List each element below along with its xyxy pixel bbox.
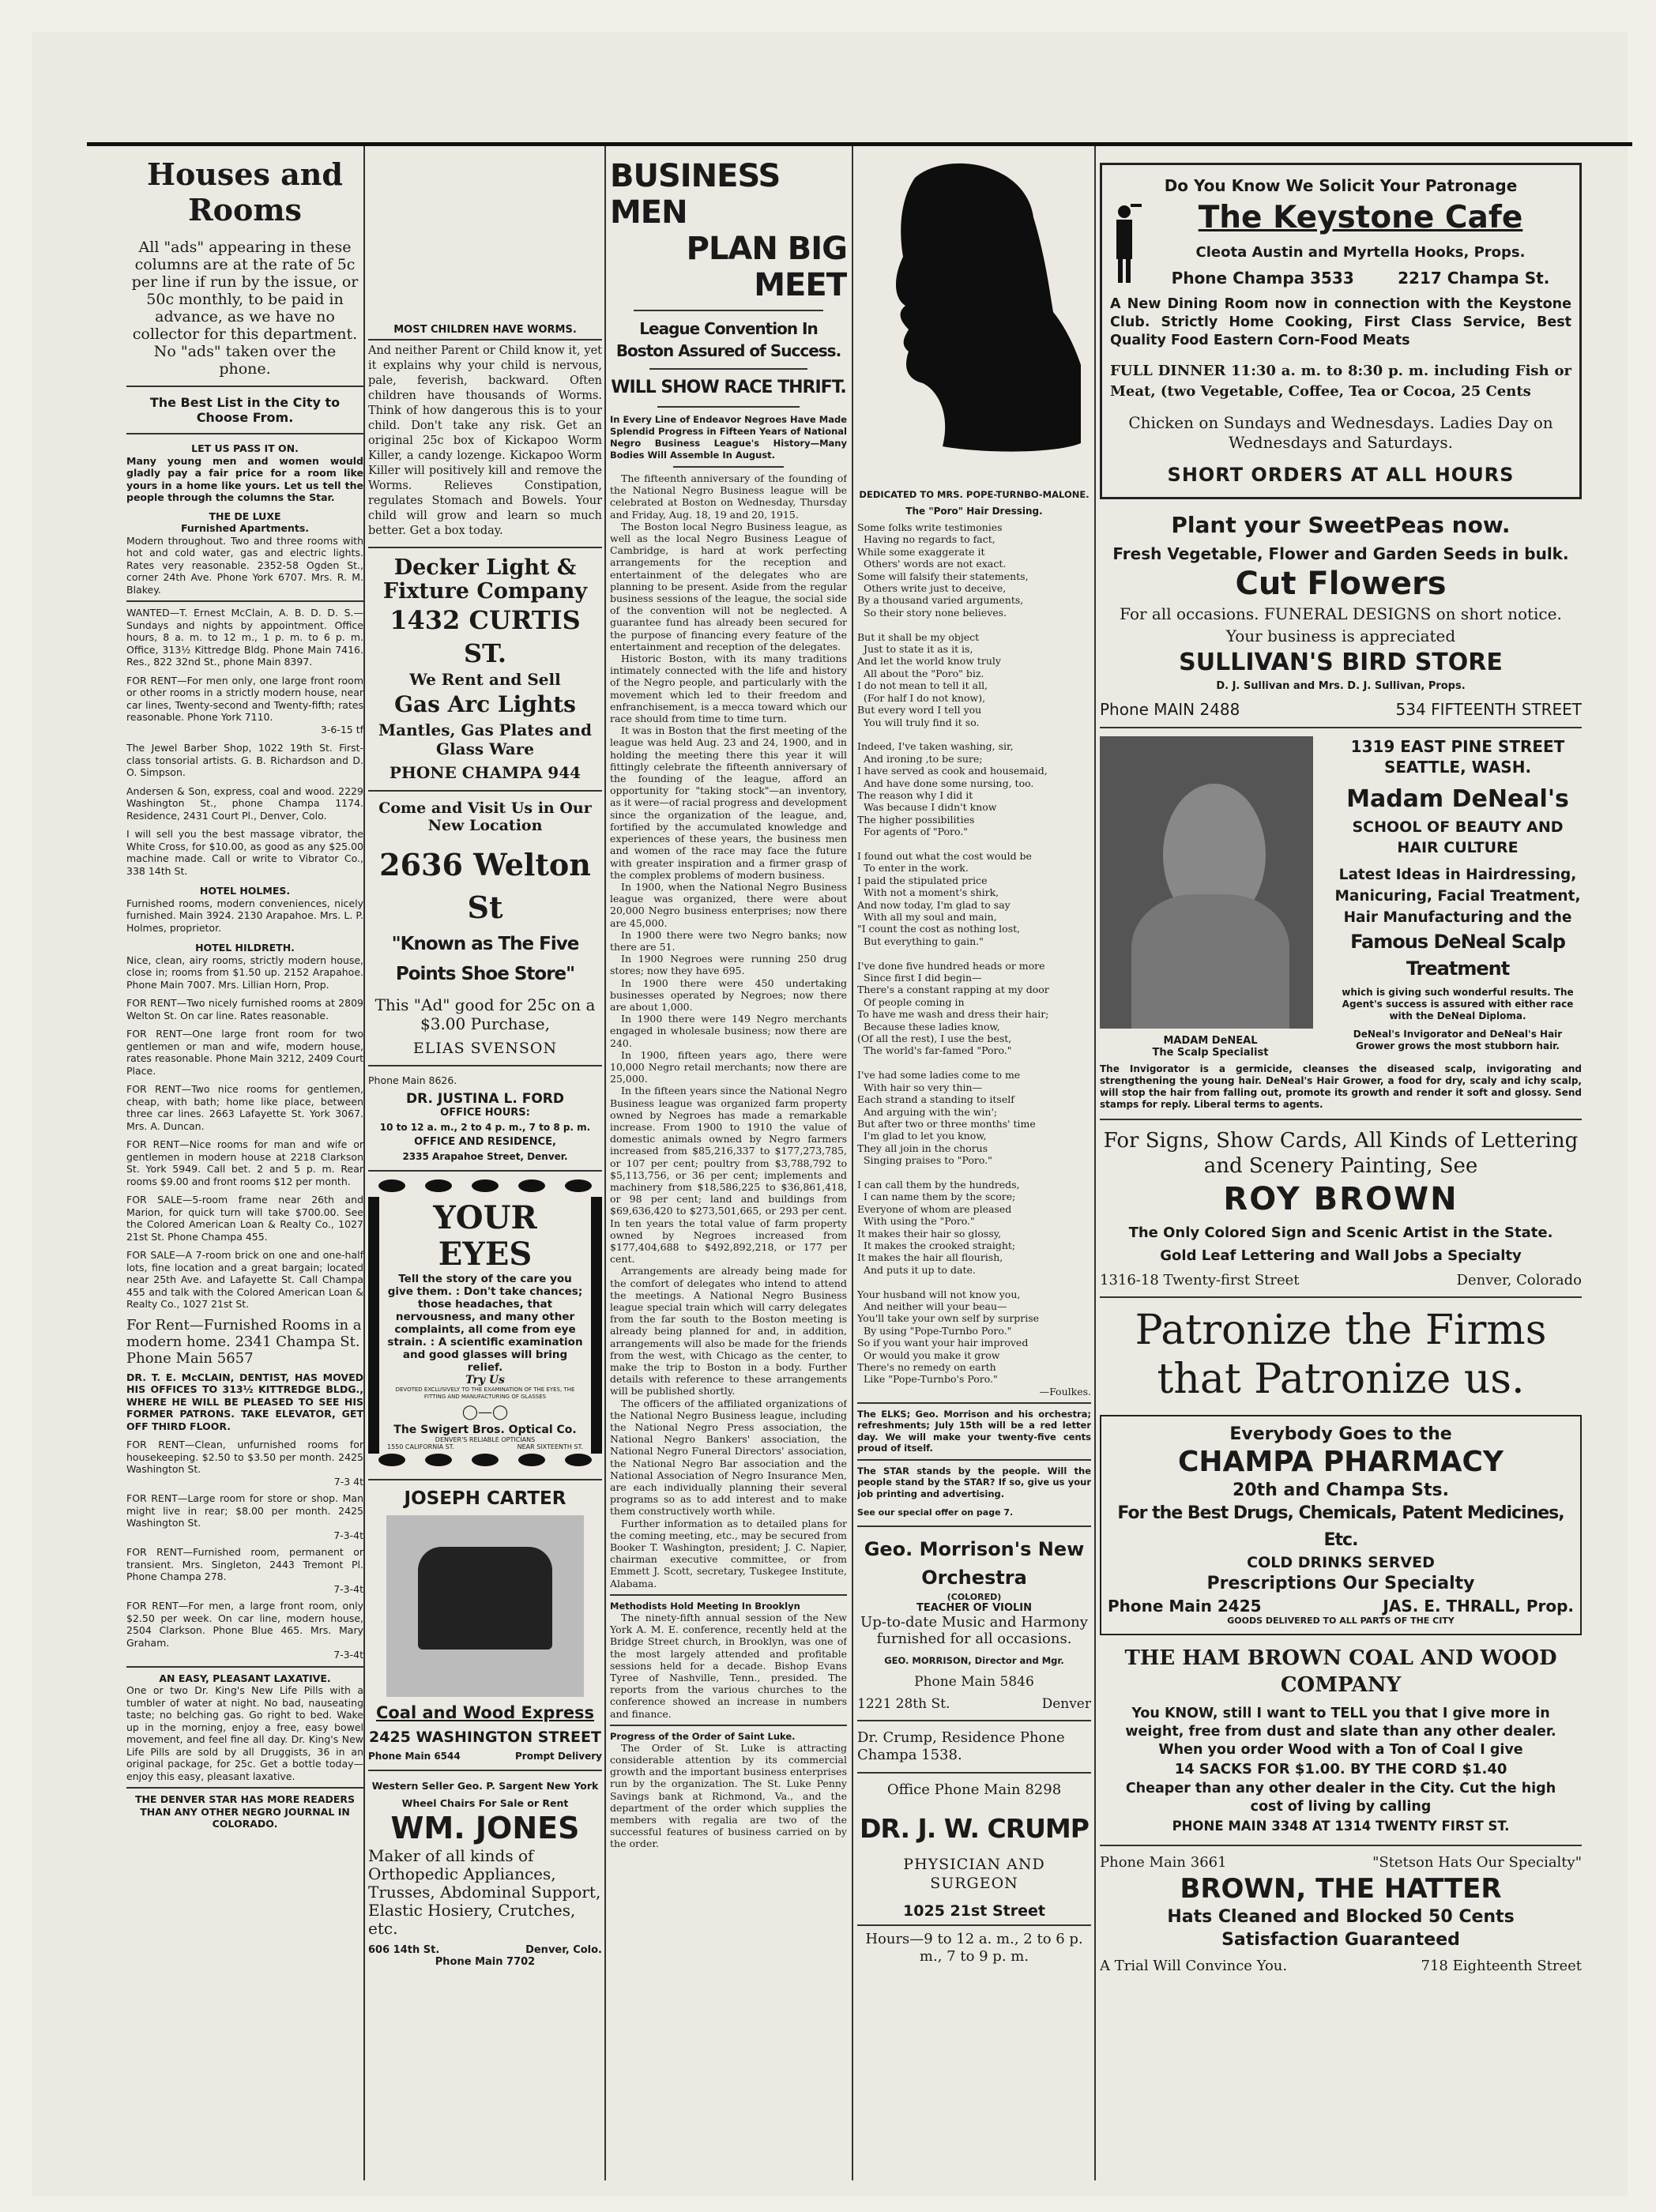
- product: Mantles, Gas Plates and Glass Ware: [378, 720, 592, 758]
- classified-ad: Andersen & Son, express, coal and wood. 2229 Washington St., phone Champa 1174. Residence, 2431 Court Pl., Denver, Colo.: [126, 784, 363, 822]
- classified-ad: FOR SALE—A 7-room brick on one and one-half lots, fine location and a great bargain; located near 25th Ave. and Lafayette St. Call Champa 455 and talk with the Colored American Loan & Realty Co., 1027 21st St.: [126, 1249, 363, 1310]
- classified-ad: FOR SALE—5-room frame near 26th and Marion, for quick turn will take $700.00. See the Colored American Loan & Realty Co., 1027 21st St. Phone Champa 455.: [126, 1194, 363, 1243]
- jones-ad: [368, 1779, 602, 1968]
- address: 1432 CURTIS ST.: [390, 605, 581, 668]
- subtitle: DENVER'S RELIABLE OPTICIANS: [435, 1436, 536, 1443]
- divider: [649, 368, 807, 370]
- best-list-heading: The Best List in the City to Choose From.: [149, 395, 341, 425]
- poem-column: [857, 154, 1091, 1966]
- school-name: Madam DeNeal's: [1346, 785, 1569, 813]
- address: 718 Eighteenth Street: [1421, 1958, 1582, 1974]
- classified-ad: FOR RENT—For men only, one large front room or other rooms in a strictly modern house, near car lines, Twenty-second and Twenty-fifth; rates reasonable. Phone York 7110.: [126, 674, 363, 723]
- phone: Phone MAIN 2488: [1100, 700, 1240, 719]
- director: GEO. MORRISON, Director and Mgr.: [884, 1655, 1064, 1667]
- ad-date: 7-3-4t: [333, 1529, 363, 1541]
- divider: [1100, 1296, 1582, 1298]
- classified-ad: FOR RENT—For men, a large front room, only $2.50 per week. On car line, modern house, 2504 Clarkson. Phone Blue 465. Mrs. Mary Graham.: [126, 1600, 363, 1649]
- eyes-ad: [368, 1179, 602, 1471]
- phone: Phone Main 2425: [1108, 1597, 1262, 1616]
- paragraph: The officers of the affiliated organizations of the National Negro Business league, including the National Negro Press association, the National Negro Bankers' association, the National Negro Funeral Directors' association, the National Negro Bar association and the National Association of Negro Insurance Men, are each individually planning their several programs so as to add interest and to make them constructively worth while.: [610, 1397, 847, 1518]
- paragraph: The ninety-fifth annual session of the New York A. M. E. conference, recently held at the Bridge Street church, in Brooklyn, was one of the most largely attended and profitable sessions held for a decade. Bishop Evans Tyree of Nashville, Tenn., presided. The reports from the various churches to the conference showed an increase in numbers and finance.: [610, 1611, 847, 1720]
- ad-date: 7-3-4t: [333, 1649, 363, 1661]
- divider: [368, 1479, 602, 1480]
- subheadline: WILL SHOW RACE THRIFT.: [611, 378, 846, 397]
- photo-caption: The Scalp Specialist: [1152, 1047, 1269, 1059]
- tagline: Wheel Chairs For Sale or Rent: [401, 1797, 569, 1809]
- phone: Phone Champa 3533: [1171, 269, 1354, 288]
- pharmacy-name: CHAMPA PHARMACY: [1178, 1446, 1504, 1478]
- champa-pharmacy-ad: [1100, 1415, 1582, 1635]
- treatment: Famous DeNeal Scalp Treatment: [1350, 931, 1565, 980]
- ad-body: You KNOW, still I want to TELL you that I give more in weight, free from dust and slate than any other dealer. When you order Wood with a Ton of Coal I give: [1125, 1706, 1556, 1758]
- classified-ad: FOR RENT—Two nice rooms for gentlemen, cheap, with bath; home like place, between three car lines. 2663 Lafayette St. York 3067. Mrs. A. Duncan.: [126, 1083, 363, 1132]
- subheading: Furnished Apartments.: [180, 522, 310, 534]
- paragraph: In 1900, fifteen years ago, there were 10,000 Negro retail merchants; now there are 25,000.: [610, 1048, 847, 1085]
- ad-body: Tell the story of the care you give them. : Don't take chances; those headaches, that nervousness, and many other complaints, all come from eye strain. : A scientific examination and good glasses will bring relief.: [387, 1273, 583, 1374]
- paragraph: Further information as to detailed plans for the coming meeting, etc., may be secured from Booker T. Washington, president; J. C. Napier, chairman executive committee, or from Emmett J. Scott, secretary, Tuskegee Institute, Alabama.: [610, 1517, 847, 1589]
- tagline: Do You Know We Solicit Your Patronage: [1164, 176, 1518, 195]
- store-name: SULLIVAN'S BIRD STORE: [1179, 649, 1503, 676]
- address: NEAR SIXTEENTH ST.: [517, 1443, 583, 1450]
- decker-ad: [368, 556, 602, 782]
- doctor-name: DR. JUSTINA L. FORD: [406, 1091, 564, 1107]
- heading: HOTEL HOLMES.: [199, 885, 291, 897]
- keystone-cafe-ad: [1100, 163, 1582, 499]
- divider: [1100, 1119, 1582, 1120]
- company-name: The Swigert Bros. Optical Co.: [393, 1424, 577, 1436]
- eye-icon: [472, 1179, 499, 1192]
- address: 2636 Welton St: [379, 847, 591, 925]
- city: Denver, Colo.: [525, 1944, 602, 1956]
- headline: PLAN BIG MEET: [686, 231, 847, 303]
- divider: [857, 1772, 1091, 1774]
- offer: This "Ad" good for 25c on a $3.00 Purchase,: [374, 995, 596, 1033]
- divider: [1100, 1845, 1582, 1846]
- divider: [368, 547, 602, 548]
- classified-ad: Modern throughout. Two and three rooms with hot and cold water, gas and electric lights. Rates very reasonable. 2352-58 Ogden St., corner 24th Ave. Phone York 6707. Mrs. R. M. Blakey.: [126, 534, 363, 596]
- classified-ad: FOR RENT—Two nicely furnished rooms at 2809 Welton St. On car line. Rates reasonable.: [126, 997, 363, 1021]
- store-name: "Known as The Five Points Shoe Store": [391, 934, 579, 984]
- tagline: Prescriptions Our Specialty: [1206, 1574, 1475, 1593]
- classified-ad: Nice, clean, airy rooms, strictly modern house, close in; rooms from $1.50 up. 2152 Arapahoe. Phone Main 7007. Mrs. Lillian Horn, Prop.: [126, 954, 363, 991]
- paragraph: The Order of St. Luke is attracting considerable attention by its commercial growth and the important business enterprises run by the organization. The St. Luke Penny Savings bank at Richmond, Va., and the department of the order which supplies the members with regalia are two of the successful features of business carried on by the order.: [610, 1741, 847, 1850]
- divider: [857, 1525, 1091, 1527]
- heading: AN EASY, PLEASANT LAXATIVE.: [159, 1672, 331, 1684]
- address: 1025 21st Street: [903, 1902, 1045, 1920]
- tagline: Try Us: [465, 1374, 505, 1386]
- section-title: Houses and Rooms: [147, 156, 343, 228]
- tagline: For all occasions. FUNERAL DESIGNS on short notice.: [1120, 604, 1562, 623]
- carter-ad: [368, 1488, 602, 1762]
- address: 2335 Arapahoe Street, Denver.: [402, 1151, 568, 1162]
- hatter-ad: [1100, 1854, 1582, 1974]
- address: 606 14th St.: [368, 1944, 440, 1956]
- product: Gas Arc Lights: [394, 691, 576, 717]
- divider: [673, 466, 784, 468]
- ads-column: [368, 324, 602, 1968]
- ad-date: 3-6-15 tf: [320, 723, 363, 735]
- divider: [1100, 727, 1582, 728]
- headline: BUSINESS MEN: [610, 158, 781, 231]
- classified-ad: I will sell you the best massage vibrator, the White Cross, for $10.00, as good as any $25.00 machine made. Call or write to Vibrator Co., 338 14th St.: [126, 828, 363, 877]
- ad-body: Up-to-date Music and Harmony furnished for all occasions.: [860, 1614, 1088, 1648]
- paragraph: The Boston local Negro Business league, as well as the local Negro Business League of Cambridge, is hard at work perfecting arrangements for the reception and entertainment of the delegates who are planning to be present. Aside from the regular business sessions of the league, the social side of the convention will not be neglected. A guarantee fund has already been secured for the purpose of financing every feature of the entertainment and reception of the delegates.: [610, 520, 847, 653]
- classified-ad: FOR RENT—Nice rooms for man and wife or gentlemen in modern house at 2218 Clarkson St. York 5949. Call bet. 2 and 5 p. m. Rear rooms $9.00 and front rooms $12 per month.: [126, 1138, 363, 1187]
- tagline: Everybody Goes to the: [1229, 1424, 1452, 1444]
- eye-icon: [425, 1454, 452, 1466]
- divider: [857, 1402, 1091, 1404]
- article-heading: Progress of the Order of Saint Luke.: [610, 1730, 796, 1742]
- article-body: [610, 472, 847, 1589]
- notice: Many young men and women would gladly pay a fair price for a room like yours in a home like yours. Let us tell the people through the columns the Star.: [126, 454, 363, 503]
- eye-border-bottom: [368, 1454, 602, 1471]
- classified-ad: WANTED—T. Ernest McClain, A. B. D. D. S.—Sundays and nights by appointment. Office hours, 8 a. m. to 12 m., 1 p. m. to 6 p. m. Office, 313½ Kittredge Bldg. Phone Main 7416. Res., 822 32nd St., phone Main 8397.: [126, 607, 363, 668]
- classified-ad: For Rent—Furnished Rooms in a modern home. 2341 Champa St. Phone Main 5657: [126, 1316, 362, 1367]
- divider: [126, 386, 363, 387]
- phone: Phone Main 6544: [368, 1751, 461, 1762]
- paragraph: In 1900 there were two Negro banks; now there are 51.: [610, 928, 847, 953]
- dedication: DEDICATED TO MRS. POPE-TURNBO-MALONE.: [859, 489, 1090, 500]
- service: Coal and Wood Express: [375, 1703, 595, 1722]
- column-rule: [604, 146, 606, 2180]
- article-deck: In Every Line of Endeavor Negroes Have Made Splendid Progress in Fifteen Years of National Negro Business League's History—Many Bodies Will Assemble In August.: [610, 414, 847, 461]
- tagline: Gold Leaf Lettering and Wall Jobs a Specialty: [1160, 1247, 1522, 1264]
- doctor-name: DR. J. W. CRUMP: [860, 1813, 1089, 1845]
- classified-ad: Furnished rooms, modern conveniences, nicely furnished. Main 3924. 2130 Arapahoe. Mrs. L. P. Holmes, proprietor.: [126, 897, 363, 934]
- divider: [368, 1065, 602, 1066]
- paragraph: The fifteenth anniversary of the founding of the National Negro Business league will be celebrated at Boston on Wednesday, Thursday and Friday, Aug. 18, 19 and 20, 1915.: [610, 472, 847, 521]
- delivery: GOODS DELIVERED TO ALL PARTS OF THE CITY: [1227, 1616, 1455, 1626]
- school-sub: SCHOOL OF BEAUTY AND HAIR CULTURE: [1352, 818, 1564, 856]
- address: 1319 EAST PINE STREET SEATTLE, WASH.: [1350, 737, 1565, 777]
- paragraph: Arrangements are already being made for the comfort of delegates who intend to attend the meetings. A National Negro Business league special train which will carry delegates from the far south to the Boston meeting is already being planned for and, in addition, arrangements will also be made for the friends from the west, with Chicago as the center, to make the trip to Boston in a body. Further details with reference to these arrangements will be published shortly.: [610, 1265, 847, 1398]
- divider: [857, 1924, 1091, 1926]
- ad-body: which is giving such wonderful results. The Agent's success is assured with either race with the DeNeal Diploma.: [1342, 987, 1574, 1021]
- deneal-ad: [1100, 736, 1582, 1059]
- ad-body: DeNeal's Invigorator and DeNeal's Hair Grower grows the most stubborn hair.: [1353, 1029, 1563, 1051]
- divider: [657, 406, 800, 408]
- poem-body: Some folks write testimonies Having no regards to fact, While some exaggerate it Others' words are not exact. Some will falsify their statements, Others write just to deceive, By a thousand varied arguments, So their story none believes. But it shall be my object Just to state it as it is, And let the world know truly All about the "Poro" biz. I do not mean to tell it all, (For half I do not know), But every word I tell you You will truly find it so. Indeed, I've taken washing, sir, And ironing ,to be sure; I have served as cook and housemaid, And have done some nursing, too. The reason why I did it Was because I didn't know The higher possibilities For agents of "Poro." I found out what the cost would be To enter in the work. I paid the stipulated price With not a moment's shirk, And now today, I'm glad to say With all my soul and main, "I count the cost as nothing lost, But everything to gain." I've done five hundred heads or more Since first I did begin— There's a constant rapping at my door Of people coming in To have me wash and dress their hair; Because these ladies know, (Of all the rest), I use the best, The world's far-famed "Poro." I've had some ladies come to me With hair so very thin— Each strand a standing to itself And arguing with the win'; But after two or three months' time I'm glad to let you know, They all join in the chorus Singing praises to "Poro." I can call them by the hundreds, I can name them by the score; Everyone of whom are pleased With using the "Poro." It makes their hair so glossy, It makes the crooked straight; It makes the hair all flourish, And puts it up to date. Your husband will not know you, And neither will your beau— You'll take your own self by surprise By using "Pope-Turnbo Poro." So if you want your hair improved Or would you make it grow There's no remedy on earth Like "Pope-Turnbo's Poro.": [857, 521, 1049, 1386]
- eye-icon: [518, 1179, 545, 1192]
- divider: [634, 310, 823, 311]
- ad-title: YOUR EYES: [433, 1199, 537, 1273]
- ham-brown-ad: [1100, 1645, 1582, 1837]
- heading: HOTEL HILDRETH.: [195, 942, 295, 954]
- hours: Hours—9 to 12 a. m., 2 to 6 p. m., 7 to 9 p. m.: [865, 1931, 1083, 1966]
- address: 20th and Champa Sts.: [1232, 1480, 1449, 1500]
- silhouette-image: [868, 154, 1081, 478]
- address: 2425 WASHINGTON STREET: [369, 1729, 601, 1746]
- silhouette-portrait: [868, 154, 1081, 478]
- madam-deneal-photo: [1100, 736, 1313, 1029]
- hours: 10 to 12 a. m., 2 to 4 p. m., 7 to 8 p. m.: [379, 1122, 591, 1133]
- city: Denver, Colorado: [1456, 1272, 1582, 1288]
- ad-date: 7-3 4t: [333, 1475, 363, 1488]
- news-column: [610, 158, 847, 1850]
- paragraph: In 1900 there were 149 Negro merchants engaged in wholesale business; now there are 240.: [610, 1013, 847, 1049]
- services: Latest Ideas in Hairdressing, Manicuring, Facial Treatment, Hair Manufacturing and the: [1334, 867, 1581, 926]
- divider: [126, 1666, 363, 1668]
- company-name: WM. JONES: [390, 1811, 580, 1845]
- eye-icon: [565, 1179, 592, 1192]
- star-notice: The STAR stands by the people. Will the people stand by the STAR? If so, give us your job printing and advertising.: [857, 1465, 1091, 1499]
- tagline: Come and Visit Us in Our New Location: [378, 799, 592, 834]
- cafe-name: The Keystone Cafe: [1198, 200, 1523, 235]
- tagline: A Trial Will Convince You.: [1100, 1958, 1288, 1974]
- label: TEACHER OF VIOLIN: [916, 1602, 1033, 1615]
- worms-ad: And neither Parent or Child know it, yet it explains why your child is nervous, pale, feverish, backward. Often children have thousands of Worms. Think of how dangerous this is to your child. Don't take any risk. Get an original 25c box of Kickapoo Worm Killer, a candy lozenge. Kickapoo Worm Killer will positively kill and remove the Worms. Relieves Constipation, regulates Stomach and Bowels. Your child will grow and learn so much better. Get a box today.: [368, 344, 602, 537]
- svenson-ad: [368, 799, 602, 1057]
- ad-body: The Invigorator is a germicide, cleanses the diseased scalp, invigorating and strengthening the young hair. DeNeal's Hair Grower, a food for dry, scaly and ichy scalp, will stop the hair from falling out, promote its growth and render it soft and glossy. Send stamps for reply. Liberal terms to agents.: [1100, 1063, 1582, 1110]
- ford-ad: [368, 1074, 602, 1162]
- address: 1316-18 Twenty-first Street: [1100, 1272, 1300, 1288]
- crump-residence: Dr. Crump, Residence Phone Champa 1538.: [857, 1729, 1065, 1764]
- divider: [610, 1594, 847, 1596]
- heading: LET US PASS IT ON.: [191, 442, 299, 454]
- paragraph: It was in Boston that the first meeting of the league was held Aug. 23 and 24, 1900, and in holding the meeting there this year it will fittingly celebrate the fifteenth anniversary of the founding of the league, afford an opportunity for "taking stock"—an inventory, as it were—of racial progress and development since the organization of the league, and, fortified by the accumulated knowledge and experiences of these years, the business men and women of the race may face the future with greater inspiration and a firmer grasp of the complex problems of modern business.: [610, 724, 847, 881]
- tagline: Fresh Vegetable, Flower and Garden Seeds in bulk.: [1112, 544, 1569, 563]
- divider: [126, 1787, 363, 1789]
- store-name: BROWN, THE HATTER: [1180, 1873, 1502, 1905]
- classified-ad: DR. T. E. McCLAIN, DENTIST, HAS MOVED HIS OFFICES TO 313½ KITTREDGE BLDG., WHERE HE WILL BE PLEASED TO SEE HIS FORMER PATRONS. TAKE ELEVATOR, GET OFF THIRD FLOOR.: [126, 1371, 363, 1432]
- divider: [368, 790, 602, 792]
- ad-date: 7-3-4t: [333, 1582, 363, 1595]
- phone: PHONE CHAMPA 944: [389, 763, 581, 782]
- ad-body: Cheaper than any other dealer in the City. Cut the high cost of living by calling: [1125, 1781, 1556, 1815]
- divider: [368, 1170, 602, 1172]
- title: PHYSICIAN AND SURGEON: [903, 1856, 1045, 1893]
- article-heading: Methodists Hold Meeting In Brooklyn: [610, 1600, 800, 1612]
- eye-icon: [378, 1179, 405, 1192]
- bird-store-ad: [1100, 512, 1582, 719]
- tagline: "Stetson Hats Our Specialty": [1372, 1854, 1582, 1871]
- proprietors: D. J. Sullivan and Mrs. D. J. Sullivan, Props.: [1216, 680, 1466, 692]
- headline: Plant your SweetPeas now.: [1171, 512, 1511, 538]
- paragraph: Historic Boston, with its many traditions intimately connected with the life and history of the Negro people, and particularly with the movement which led to their freedom and enfranchisement, is a mecca toward which our race should from time to time turn.: [610, 653, 847, 725]
- divider: [857, 1459, 1091, 1461]
- special-offer: See our special offer on page 7.: [857, 1507, 1014, 1518]
- classified-ad: One or two Dr. King's New Life Pills with a tumbler of water at night. No bad, nauseating taste; no belching gas. Go right to bed. Wake up in the morning, enjoy a free, easy bowel movement, and feel fine all day. Dr. King's New Life Pills are sold by all Druggists, 36 in an original package, for 25c. Get a bottle today—enjoy this easy, pleasant laxative.: [126, 1684, 363, 1782]
- paragraph: In 1900, when the National Negro Business league was organized, there were about 20,000 Negro business enterprises; now there are 45,000.: [610, 880, 847, 929]
- eye-icon: [425, 1179, 452, 1192]
- photo-caption: MADAM DeNEAL: [1163, 1035, 1258, 1047]
- eye-icon: [378, 1454, 405, 1466]
- company-name: THE HAM BROWN COAL AND WOOD COMPANY: [1124, 1646, 1557, 1697]
- divider: [126, 600, 363, 602]
- paragraph: In 1900 there were 450 undertaking businesses operated by Negroes; now there are about 1,000.: [610, 976, 847, 1013]
- company-name: JOSEPH CARTER: [404, 1488, 566, 1509]
- tagline: We Rent and Sell: [409, 670, 561, 689]
- label: OFFICE HOURS:: [440, 1107, 530, 1119]
- coal-wagon-image: [386, 1515, 584, 1697]
- paragraph: In 1900 Negroes were running 250 drug stores; now they have 695.: [610, 953, 847, 977]
- top-rule: [87, 142, 1632, 146]
- tagline: Prompt Delivery: [515, 1751, 602, 1762]
- ad-body: A New Dining Room now in connection with the Keystone Club. Strictly Home Cooking, First Class Service, Best Quality Food Eastern Corn-Food Meats: [1110, 296, 1571, 348]
- divider: [857, 1720, 1091, 1721]
- subheadline: League Convention In Boston Assured of Success.: [615, 319, 841, 360]
- phone: Phone Main 7702: [435, 1956, 536, 1968]
- headline: Cut Flowers: [1235, 566, 1447, 602]
- eye-icon: [565, 1454, 592, 1466]
- eye-border-top: [368, 1179, 602, 1197]
- elks-notice: The ELKS; Geo. Morrison and his orchestra; refreshments; July 15th will be a red letter day. We will make your twenty-five cents proud of itself.: [857, 1408, 1091, 1454]
- address: 534 FIFTEENTH STREET: [1395, 700, 1582, 719]
- address: 1550 CALIFORNIA ST.: [387, 1443, 455, 1450]
- proprietor: JAS. E. THRALL, Prop.: [1383, 1597, 1574, 1616]
- classifieds-column: [126, 150, 363, 1830]
- business-ads-column: [1100, 158, 1582, 1974]
- heading: MOST CHILDREN HAVE WORMS.: [393, 324, 577, 336]
- morrison-ad: [857, 1535, 1091, 1712]
- tagline: SHORT ORDERS AT ALL HOURS: [1167, 464, 1515, 486]
- waiter-icon: [1110, 201, 1142, 288]
- classified-ad: FOR RENT—Large room for store or shop. Man might live in rear; $8.00 per month. 2425 Washington St.: [126, 1492, 363, 1529]
- phone: Phone Main 3661: [1100, 1854, 1227, 1871]
- phone: PHONE MAIN 3348 AT 1314 TWENTY FIRST ST.: [1172, 1819, 1510, 1834]
- divider: [126, 433, 363, 434]
- address: 2217 Champa St.: [1398, 269, 1550, 288]
- patronize-slogan: Patronize the Firms that Patronize us.: [1135, 1307, 1547, 1403]
- tagline: Satisfaction Guaranteed: [1221, 1930, 1460, 1950]
- column-rule: [1094, 146, 1096, 2180]
- divider: [368, 339, 602, 340]
- crump-ad: [857, 1781, 1091, 1966]
- divider: [610, 1725, 847, 1726]
- city: Denver: [1041, 1696, 1091, 1713]
- proprietor: ELIAS SVENSON: [412, 1040, 558, 1057]
- proprietors: Cleota Austin and Myrtella Hooks, Props.: [1195, 244, 1526, 261]
- paragraph: In the fifteen years since the National Negro Business league was organized farm property owned by Negroes has made a remarkable increase. From 1900 to 1910 the value of domestic animals owned by Negro farmers increased from $85,216,337 to $177,273,785, or 107 per cent; poultry from $3,788,792 to $5,113,756, or 36 per cent; implements and machinery from $18,586,225 to $36,861,418, or 98 per cent; land and buildings from $69,636,420 to $273,501,665, or 293 per cent. In ten years the total value of farm property owned by Negroes increased from $177,404,688 to $492,892,218, or 177 per cent.: [610, 1085, 847, 1266]
- classified-ad: FOR RENT—Clean, unfurnished rooms for housekeeping. $2.50 to $3.50 per month. 2425 Washington St.: [126, 1439, 363, 1475]
- fine-print: DEVOTED EXCLUSIVELY TO THE EXAMINATION OF THE EYES, THE FITTING AND MANUFACTURING OF GLASSES: [395, 1386, 575, 1400]
- classified-ad: The Jewel Barber Shop, 1022 19th St. First-class tonsorial artists. G. B. Richardson and D. O. Simpson.: [126, 742, 363, 778]
- price: 14 SACKS FOR $1.00. BY THE CORD $1.40: [1174, 1761, 1507, 1778]
- poem-title: The "Poro" Hair Dressing.: [905, 506, 1043, 517]
- divider: [368, 1770, 602, 1771]
- tagline: The Only Colored Sign and Scenic Artist in the State.: [1128, 1224, 1553, 1241]
- specials: Chicken on Sundays and Wednesdays. Ladies Day on Wednesdays and Saturdays.: [1128, 413, 1553, 452]
- eye-icon: [518, 1454, 545, 1466]
- tagline: COLD DRINKS SERVED: [1247, 1554, 1435, 1571]
- phone: Phone Main 5846: [914, 1674, 1034, 1691]
- star-note: THE DENVER STAR HAS MORE READERS THAN ANY OTHER NEGRO JOURNAL IN COLORADO.: [134, 1793, 356, 1830]
- dinner: FULL DINNER 11:30 a. m. to 8:30 p. m. including Fish or Meat, (two Vegetable, Coffee, Tea or Cocoa, 25 Cents: [1110, 363, 1571, 400]
- artist-name: ROY BROWN: [1223, 1181, 1458, 1217]
- tagline: Your business is appreciated: [1225, 626, 1456, 645]
- address: 1221 28th St.: [857, 1696, 950, 1713]
- eye-icon: [472, 1454, 499, 1466]
- classified-ad: FOR RENT—Furnished room, permanent or transient. Mrs. Singleton, 2443 Tremont Pl. Phone Champa 278.: [126, 1546, 363, 1582]
- heading: THE DE LUXE: [209, 510, 281, 522]
- roy-brown-ad: [1100, 1128, 1582, 1288]
- column-rule: [852, 146, 853, 2180]
- classified-ad: FOR RENT—One large front room for two gentlemen or man and wife, modern house, rates reasonable. Phone Main 3212, 2409 Court Place.: [126, 1028, 363, 1077]
- seller: Western Seller Geo. P. Sargent New York: [371, 1780, 599, 1792]
- tagline: For Signs, Show Cards, All Kinds of Lettering and Scenery Painting, See: [1103, 1129, 1579, 1178]
- label: OFFICE AND RESIDENCE,: [414, 1136, 556, 1148]
- tagline: For the Best Drugs, Chemicals, Patent Medicines, Etc.: [1117, 1503, 1564, 1550]
- company-name: Decker Light & Fixture Company: [382, 555, 588, 604]
- glasses-icon: ◯—◯: [461, 1404, 509, 1420]
- phone: Phone Main 8626.: [368, 1074, 457, 1086]
- label: (COLORED): [947, 1592, 1002, 1603]
- column-rule: [363, 146, 365, 2180]
- poem-author: —Foulkes.: [1039, 1385, 1091, 1398]
- orchestra-name: Geo. Morrison's New Orchestra: [864, 1538, 1085, 1589]
- phone: Office Phone Main 8298: [886, 1781, 1062, 1799]
- rates-notice: All "ads" appearing in these columns are at the rate of 5c per line if run by the issue, or 50c monthly, to be paid in advance, as we have no collector for this department. No "ads" taken over the phone.: [131, 239, 359, 378]
- ad-body: Maker of all kinds of Orthopedic Appliances, Trusses, Abdominal Support, Elastic Hosiery, Crutches, etc.: [368, 1846, 601, 1938]
- service: Hats Cleaned and Blocked 50 Cents: [1167, 1907, 1515, 1927]
